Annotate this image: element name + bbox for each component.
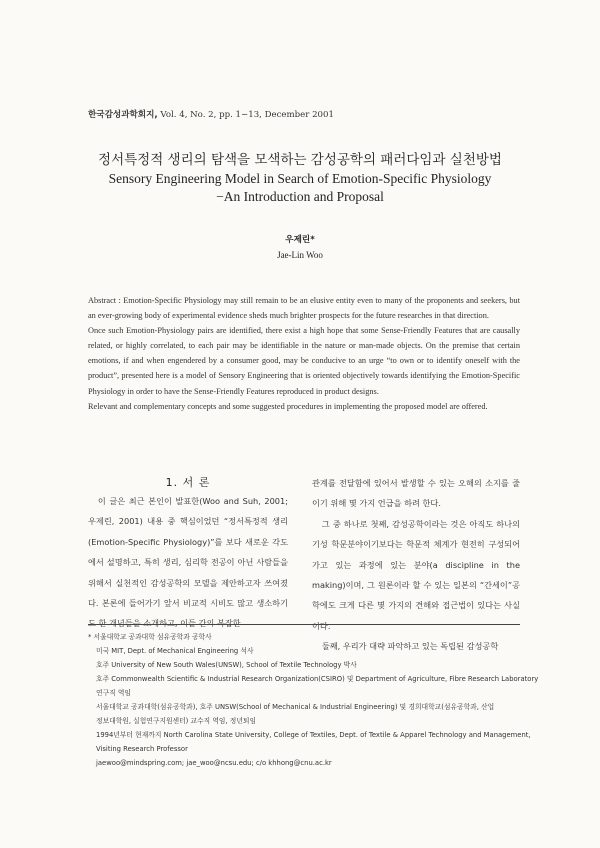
footnote-line: jaewoo@mindspring.com; jae_woo@ncsu.edu; c/o khhong@cnu.ac.kr	[96, 759, 332, 767]
footnote-line: 호주 Commonwealth Scientific & Industrial Research Organization(CSIRO) 및 Department of Agriculture, Fibre Research Laboratory	[96, 675, 539, 683]
body-paragraph: 관계를 전달함에 있어서 발생할 수 있는 오해의 소지를 줄이기 위해 몇 가지 언급을 하려 한다.	[312, 478, 520, 509]
footnote-line: 1994년부터 현재까지 North Carolina State University, College of Textiles, Dept. of Textile & Apparel Technology and Management,	[96, 731, 531, 739]
footnote-line: 호주 University of New South Wales(UNSW), School of Textile Technology 박사	[96, 661, 357, 669]
body-paragraph: 둘째, 우리가 대략 파악하고 있는 독립된 감성공학	[321, 641, 499, 652]
abstract-paragraph-2: Once such Emotion-Physiology pairs are identified, there exist a high hope that some Sense-Friendly Features that are causally related, or highly correlated, to each pair may be identifiable in the nature or man-made objects. On the premise that certain emotions, if and when engendered by a consumer good, may be conducive to an urge “to own or to identify oneself with the product”, presented here is a model of Sensory Engineering that is oriented objectively towards identifying the Emotion-Specific Physiology in order to have the Sense-Friendly Features reproduced in product designs.	[88, 326, 520, 396]
section-heading: 1. 서 론	[165, 476, 211, 489]
abstract-text-1: Emotion-Specific Physiology may still remain to be an elusive entity even to many of the proponents and seekers, but an ever-growing body of experimental evidence sheds much brighter prospects for the future researches in that direction.	[88, 296, 520, 321]
paper-title-korean: 정서특정적 생리의 탐색을 모색하는 감성공학의 패러다임과 실천방법	[98, 152, 502, 168]
body-paragraph: 그 중 하나로 첫째, 감성공학이라는 것은 아직도 하나의 기성 학문분야이기보다는 학문적 체계가 현전히 구성되어 가고 있는 과정에 있는 분야(a discipline in the making)이며, 그 원론이라 할 수 있는 일본의 “간세이”공학에도 크게 다른 몇 가지의 견해와 접근법이 있다는 사실이다.	[312, 518, 520, 631]
abstract	[88, 293, 520, 414]
footnote-divider	[88, 624, 520, 625]
footnotes	[88, 630, 539, 770]
footnote-line: Visiting Research Professor	[96, 745, 188, 753]
author-name-korean: 우제린*	[285, 235, 315, 245]
footnote-line: * 서울대학교 공과대학 섬유공학과 공학사	[88, 633, 212, 641]
abstract-paragraph-3: Relevant and complementary concepts and some suggested procedures in implementing the proposed model are offered.	[88, 401, 488, 411]
journal-name: 한국감성과학회지,	[88, 110, 158, 120]
abstract-paragraph-1	[88, 293, 520, 323]
paper-title-english: Sensory Engineering Model in Search of Emotion-Specific Physiology	[108, 171, 492, 186]
author-name-english: Jae-Lin Woo	[277, 250, 323, 260]
body-column-left	[88, 491, 288, 634]
journal-volume: Vol. 4, No. 2, pp. 1−13, December 2001	[160, 110, 334, 120]
journal-citation	[88, 108, 334, 120]
footnote-line: 서울대학교 공과대학(섬유공학과), 호주 UNSW(School of Mechanical & Industrial Engineering) 및 경희대학교(섬유공학과, 산업	[96, 703, 495, 711]
footnote-line: 연구직 역임	[96, 689, 131, 697]
footnote-line: 정보대학원, 실험연구지원센터) 교수직 역임, 정년퇴임	[96, 717, 257, 725]
abstract-label: Abstract :	[88, 296, 121, 305]
body-paragraph: 이 글은 최근 본인이 발표한(Woo and Suh, 2001; 우제린, 2001) 내용 중 핵심이었던 “정서특정적 생리 (Emotion-Specific Physiology)”를 보다 새로운 각도에서 설명하고, 특히 생리, 심리학 전공이 아닌 사람들을 위해서 실천적인 감성공학의 모델을 제안하고자 쓰여졌다. 본론에 들어가기 앞서 비교적 시비도 많고 생소하기도 한 개념들을 소개하고, 이들 간의 복잡한	[88, 496, 288, 629]
paper-subtitle-english: −An Introduction and Proposal	[216, 189, 384, 204]
footnote-line: 미국 MIT, Dept. of Mechanical Engineering 석사	[96, 647, 254, 655]
